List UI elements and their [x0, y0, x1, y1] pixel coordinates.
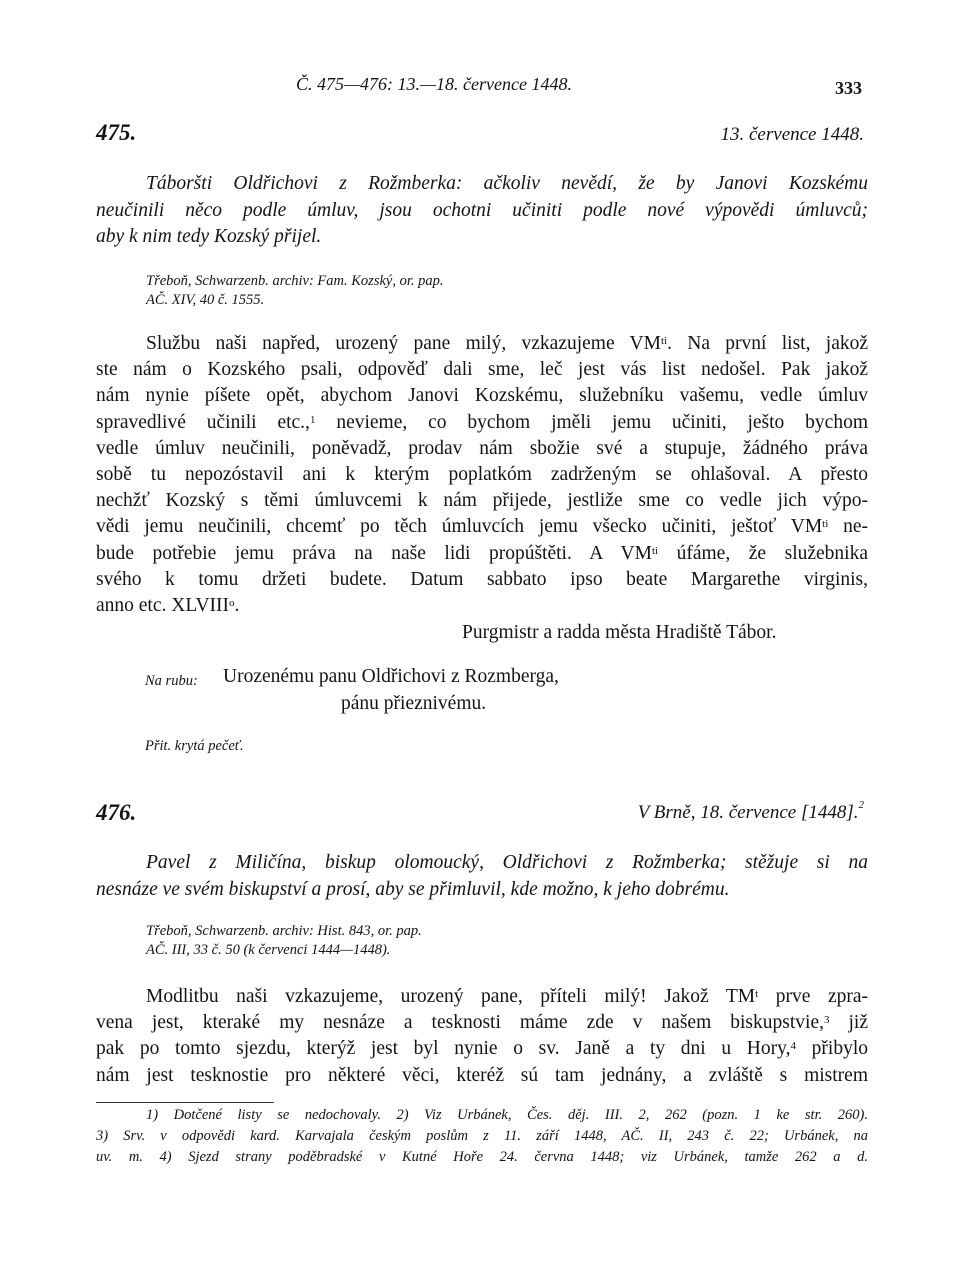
running-title: Č. 475—476: 13.—18. července 1448. — [296, 74, 572, 94]
footnote-line: uv. m. 4) Sjezd strany poděbradské v Kutné Hoře 24. června 1448; viz Urbánek, tamže 262 a d. — [96, 1149, 868, 1165]
document-number-476: 476. — [96, 800, 137, 825]
regest-line: neučinili něco podle úmluv, jsou ochotni učiniti podle nové výpovědi úmluvců; — [96, 199, 868, 221]
document-date-476: V Brně, 18. července [1448].$^2$ — [637, 799, 864, 823]
text-line: nám jest tesknostie pro některé věci, kteréž sú tam jednány, a zvláště s mistrem — [96, 1064, 868, 1086]
footnote-ref: 4 — [790, 1040, 796, 1053]
text-line: Modlitbu naši vzkazujeme, urozený pane, příteli milý! Jakož $TM^t$ prve zpra- — [146, 986, 869, 1007]
address-label: Na rubu: — [145, 673, 198, 689]
text-line: pak po tomto sjezdu, kterýž jest byl nynie o sv. Janě a ty dni u Hory,$^4$ přibylo — [96, 1038, 868, 1060]
source-476 — [146, 922, 422, 960]
text-line: nechžť Kozský s těmi úmluvcemi k nám přijede, jestliže sme co vedle jich výpo- — [96, 490, 868, 512]
seal-note: Přit. krytá pečeť. — [145, 738, 244, 754]
source-line: AČ. III, 33 č. 50 (k červenci 1444—1448). — [146, 942, 391, 958]
page-number: 333 — [835, 78, 862, 98]
source-line: AČ. XIV, 40 č. 1555. — [146, 292, 265, 308]
text-line: ste nám o Kozského psali, odpověď dali sme, leč jest vás list nedošel. Pak jakož — [96, 359, 868, 381]
text-line: vena jest, kteraké my nesnáze a tesknosti máme zde v našem biskupstvie,$^3$ již — [96, 1012, 869, 1034]
document-date-475: 13. července 1448. — [720, 124, 864, 145]
source-line: Třeboň, Schwarzenb. archiv: Fam. Kozský, or. pap. — [146, 273, 444, 289]
text-line: anno etc. XLVIII$^o$. — [96, 595, 240, 617]
regest-line: Táboršti Oldřichovi z Rožmberka: ačkoliv nevědí, že by Janovi Kozskému — [146, 173, 868, 194]
footnote-rule — [96, 1102, 274, 1103]
source-line: Třeboň, Schwarzenb. archiv: Hist. 843, or. pap. — [146, 923, 422, 939]
regest-line: Pavel z Miličína, biskup olomoucký, Oldřichovi z Rožmberka; stěžuje si na — [146, 852, 868, 873]
footnote-line: 3) Srv. v odpovědi kard. Karvajala českým poslům z 11. září 1448, AČ. II, 243 č. 22; Urbánek, na — [96, 1128, 868, 1144]
footnotes — [96, 1105, 868, 1168]
source-475 — [146, 272, 444, 310]
text-line: svého k tomu držeti budete. Datum sabbato ipso beate Margarethe virginis, — [96, 568, 868, 590]
signature-475: Purgmistr a radda města Hradiště Tábor. — [462, 622, 777, 643]
address-line: pánu přieznivému. — [341, 693, 487, 714]
text-line: sobě tu nepozóstavil ani k kterým poplatkóm zadrženým se ohlašoval. A přesto — [96, 464, 868, 486]
text-line: nám nynie píšete opět, abychom Janovi Kozskému, služebníku vašemu, vedle úmluv — [96, 385, 868, 407]
text-line: bude potřebie jemu práva na naše lidi propúštěti. A $VM^{ti}$ úfáme, že služebnika — [96, 542, 868, 564]
regest-475 — [96, 171, 868, 251]
footnote-ref: 1 — [309, 413, 316, 426]
regest-line: aby k nim tedy Kozský přijel. — [96, 226, 322, 247]
address-line: Urozenému panu Oldřichovi z Rozmberga, — [223, 666, 559, 687]
footnote-ref: 3 — [823, 1014, 830, 1027]
text-line: spravedlivé učinili etc.,$^1$ nevieme, co bychom jměli jemu učiniti, ješto bychom — [96, 411, 868, 433]
regest-476 — [96, 850, 868, 903]
footnote-ref: 2 — [858, 799, 864, 811]
footnote-line: 1) Dotčené listy se nedochovaly. 2) Viz Urbánek, Čes. děj. III. 2, 262 (pozn. 1 ke str. 260). — [146, 1107, 868, 1123]
text-line: vedle úmluv neučinili, poněvadž, prodav nám sbožie své a stupuje, žádného práva — [96, 437, 868, 459]
text-line: vědi jemu neučinili, chcemť po těch úmluvcích jemu všecko učiniti, ještoť $VM^{ti}$ ne- — [96, 516, 868, 538]
text-476 — [96, 984, 868, 1089]
document-number-475: 475. — [96, 120, 137, 145]
text-475 — [96, 331, 868, 619]
regest-line: nesnáze ve svém biskupství a prosí, aby se přimluvil, kde možno, k jeho dobrému. — [96, 878, 730, 900]
text-line: Službu naši napřed, urozený pane milý, vzkazujeme $VM^{ti}$. Na první list, jakož — [146, 333, 868, 354]
